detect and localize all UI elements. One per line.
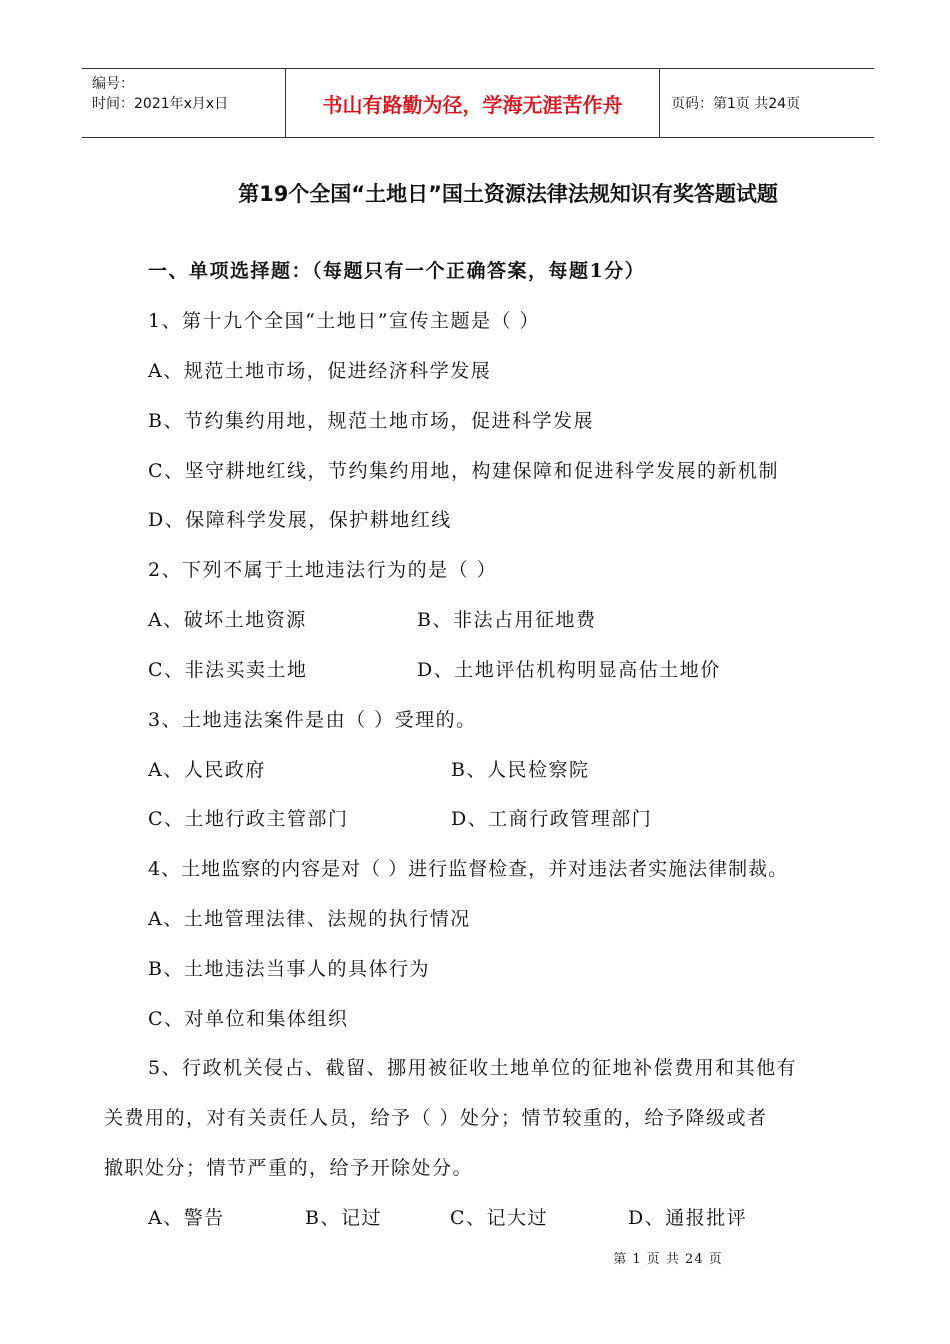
q3-option-d: D、工商行政管理部门 — [451, 808, 653, 830]
q2-option-c: C、非法买卖土地 — [148, 659, 308, 681]
q5-option-a: A、警告 — [148, 1207, 225, 1229]
q2-option-b: B、非法占用征地费 — [417, 609, 597, 631]
page-footer: 第 1 页 共 24 页 — [613, 1252, 723, 1267]
q5-option-c: C、记大过 — [450, 1207, 549, 1229]
question-3: 3、土地违法案件是由（ ）受理的。 — [148, 709, 477, 731]
q1-option-b: B、节约集约用地，规范土地市场，促进科学发展 — [148, 410, 594, 432]
q4-option-c: C、对单位和集体组织 — [148, 1008, 349, 1030]
question-5-line-2: 关费用的，对有关责任人员，给予（ ）处分；情节较重的，给予降级或者 — [104, 1107, 768, 1129]
q4-option-b: B、土地违法当事人的具体行为 — [148, 958, 430, 980]
time-label: 时间：2021年x月x日 — [92, 96, 229, 112]
q2-option-a: A、破坏土地资源 — [148, 609, 307, 631]
motto: 书山有路勤为径，学海无涯苦作舟 — [285, 69, 660, 137]
q3-option-c: C、土地行政主管部门 — [148, 808, 349, 830]
section-heading: 一、单项选择题：（每题只有一个正确答案，每题1分） — [148, 260, 646, 282]
question-5-line-3: 撤职处分；情节严重的，给予开除处分。 — [104, 1157, 474, 1179]
q5-option-b: B、记过 — [305, 1207, 382, 1229]
document-header — [82, 68, 874, 138]
q1-option-c: C、坚守耕地红线，节约集约用地，构建保障和促进科学发展的新机制 — [148, 460, 780, 482]
serial-label: 编号： — [92, 76, 134, 92]
question-5-line-1: 5、行政机关侵占、截留、挪用被征收土地单位的征地补偿费用和其他有 — [148, 1057, 798, 1079]
header-left-cell — [82, 69, 285, 137]
question-2: 2、下列不属于土地违法行为的是（ ） — [148, 559, 498, 581]
question-4: 4、土地监察的内容是对（ ）进行监督检查，并对违法者实施法律制裁。 — [148, 858, 789, 880]
q5-option-d: D、通报批评 — [628, 1207, 748, 1229]
q1-option-a: A、规范土地市场，促进经济科学发展 — [148, 360, 492, 382]
page-info: 页码：第1页 共24页 — [671, 96, 801, 112]
q3-option-a: A、人民政府 — [148, 759, 266, 781]
q3-option-b: B、人民检察院 — [451, 759, 590, 781]
q4-option-a: A、土地管理法律、法规的执行情况 — [148, 908, 471, 930]
page-title: 第19个全国“土地日”国土资源法律法规知识有奖答题试题 — [238, 182, 778, 206]
q2-option-d: D、土地评估机构明显高估土地价 — [417, 659, 721, 681]
q1-option-d: D、保障科学发展，保护耕地红线 — [148, 509, 452, 531]
question-1: 1、第十九个全国“土地日”宣传主题是（ ） — [148, 310, 541, 332]
